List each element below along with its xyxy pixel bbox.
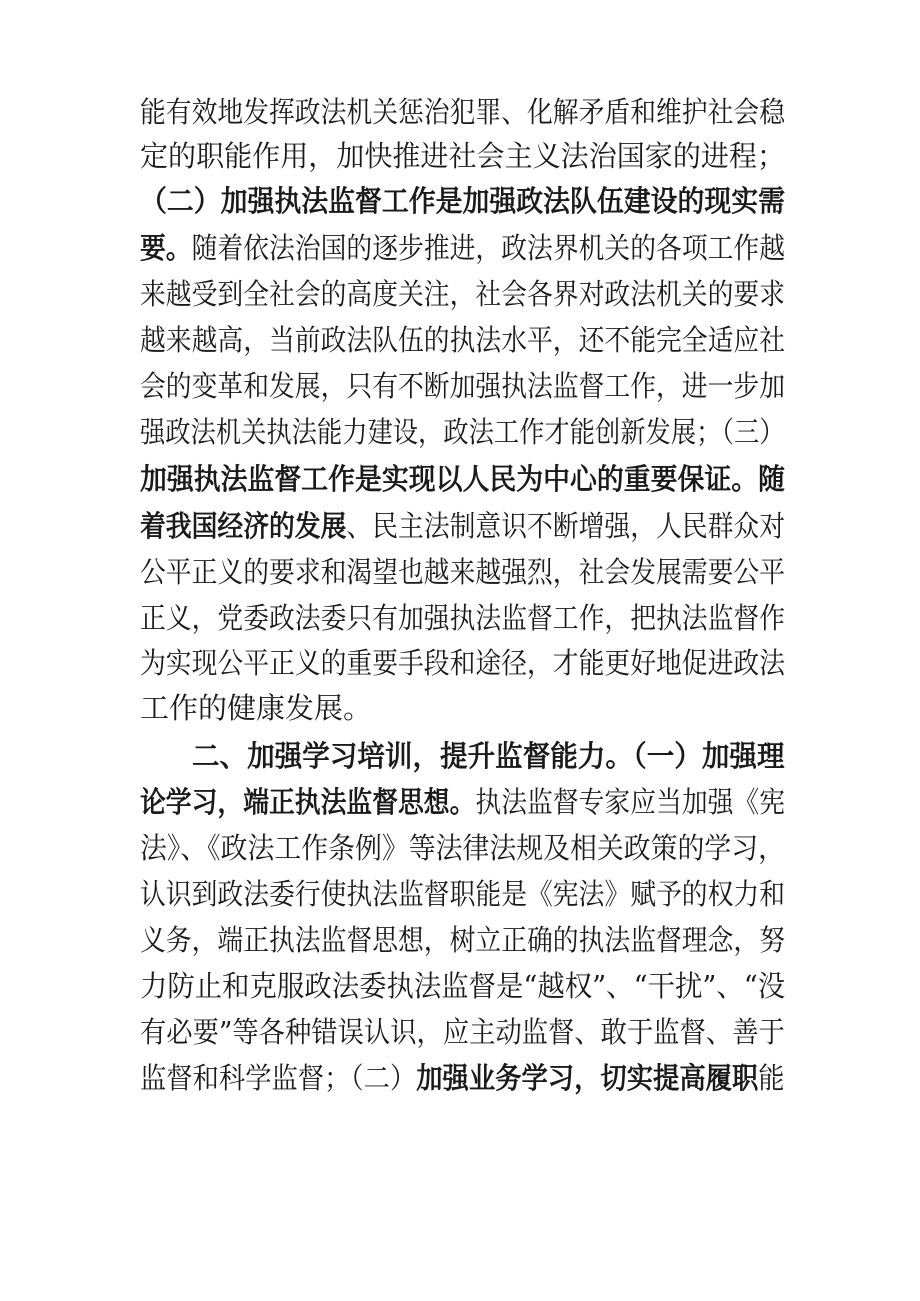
bold-text: 加强执法监督工作是实现以人民为中心的重要保证。随 bbox=[140, 462, 786, 496]
text-line bbox=[140, 1049, 785, 1107]
text-segment: 随着依法治国的逐步推进，政法界机关的各项工作越 bbox=[191, 231, 786, 265]
text-segment: 公平正义的要求和渴望也越来越强烈，社会发展需要公平 bbox=[140, 555, 786, 589]
text-segment: 有必要”等各种错误认识，应主动监督、敢于监督、善于 bbox=[140, 1015, 785, 1049]
text-segment: 能有效地发挥政法机关惩治犯罪、化解矛盾和维护社会稳 bbox=[140, 95, 786, 129]
bold-text: （二）加强执法监督工作是加强政法队伍建设的现实需 bbox=[140, 184, 786, 218]
text-segment: 正义，党委政法委只有加强执法监督工作，把执法监督作 bbox=[140, 601, 786, 635]
text-segment: 义务，端正执法监督思想，树立正确的执法监督理念，努 bbox=[140, 923, 786, 957]
text-segment: 会的变革和发展，只有不断加强执法监督工作，进一步加 bbox=[140, 369, 786, 403]
text-segment: 认识到政法委行使执法监督职能是《宪法》赋予的权力和 bbox=[140, 877, 786, 911]
bold-text: 加强业务学习，切实提高履职 bbox=[416, 1061, 759, 1095]
bold-text: 二、加强学习培训，提升监督能力。（一）加强理 bbox=[192, 739, 785, 773]
text-segment: 、民主法制意识不断增强，人民群众对 bbox=[346, 509, 786, 543]
text-segment: 监督和科学监督；（二） bbox=[140, 1061, 417, 1095]
text-segment: 力防止和克服政法委执法监督是“越权”、“干扰”、“没 bbox=[140, 969, 786, 1003]
text-segment: 执法监督专家应当加强《宪 bbox=[475, 785, 786, 819]
text-segment: 能 bbox=[758, 1061, 785, 1095]
text-segment: 法》、《政法工作条例》等法律法规及相关政策的学习， bbox=[140, 831, 786, 865]
text-segment: 为实现公平正义的重要手段和途径，才能更好地促进政法 bbox=[140, 646, 786, 680]
text-segment: 越来越高，当前政法队伍的执法水平，还不能完全适应社 bbox=[140, 323, 786, 357]
bold-text: 着我国经济的发展 bbox=[140, 509, 347, 543]
bold-text: 论学习，端正执法监督思想。 bbox=[140, 785, 476, 819]
text-segment: 来越受到全社会的高度关注，社会各界对政法机关的要求 bbox=[140, 277, 786, 311]
text-segment: 工作的健康发展。 bbox=[140, 691, 373, 725]
bold-text: 要。 bbox=[140, 231, 192, 265]
text-segment: 强政法机关执法能力建设，政法工作才能创新发展；（三） bbox=[140, 415, 785, 449]
text-segment: 定的职能作用，加快推进社会主义法治国家的进程； bbox=[140, 139, 786, 173]
